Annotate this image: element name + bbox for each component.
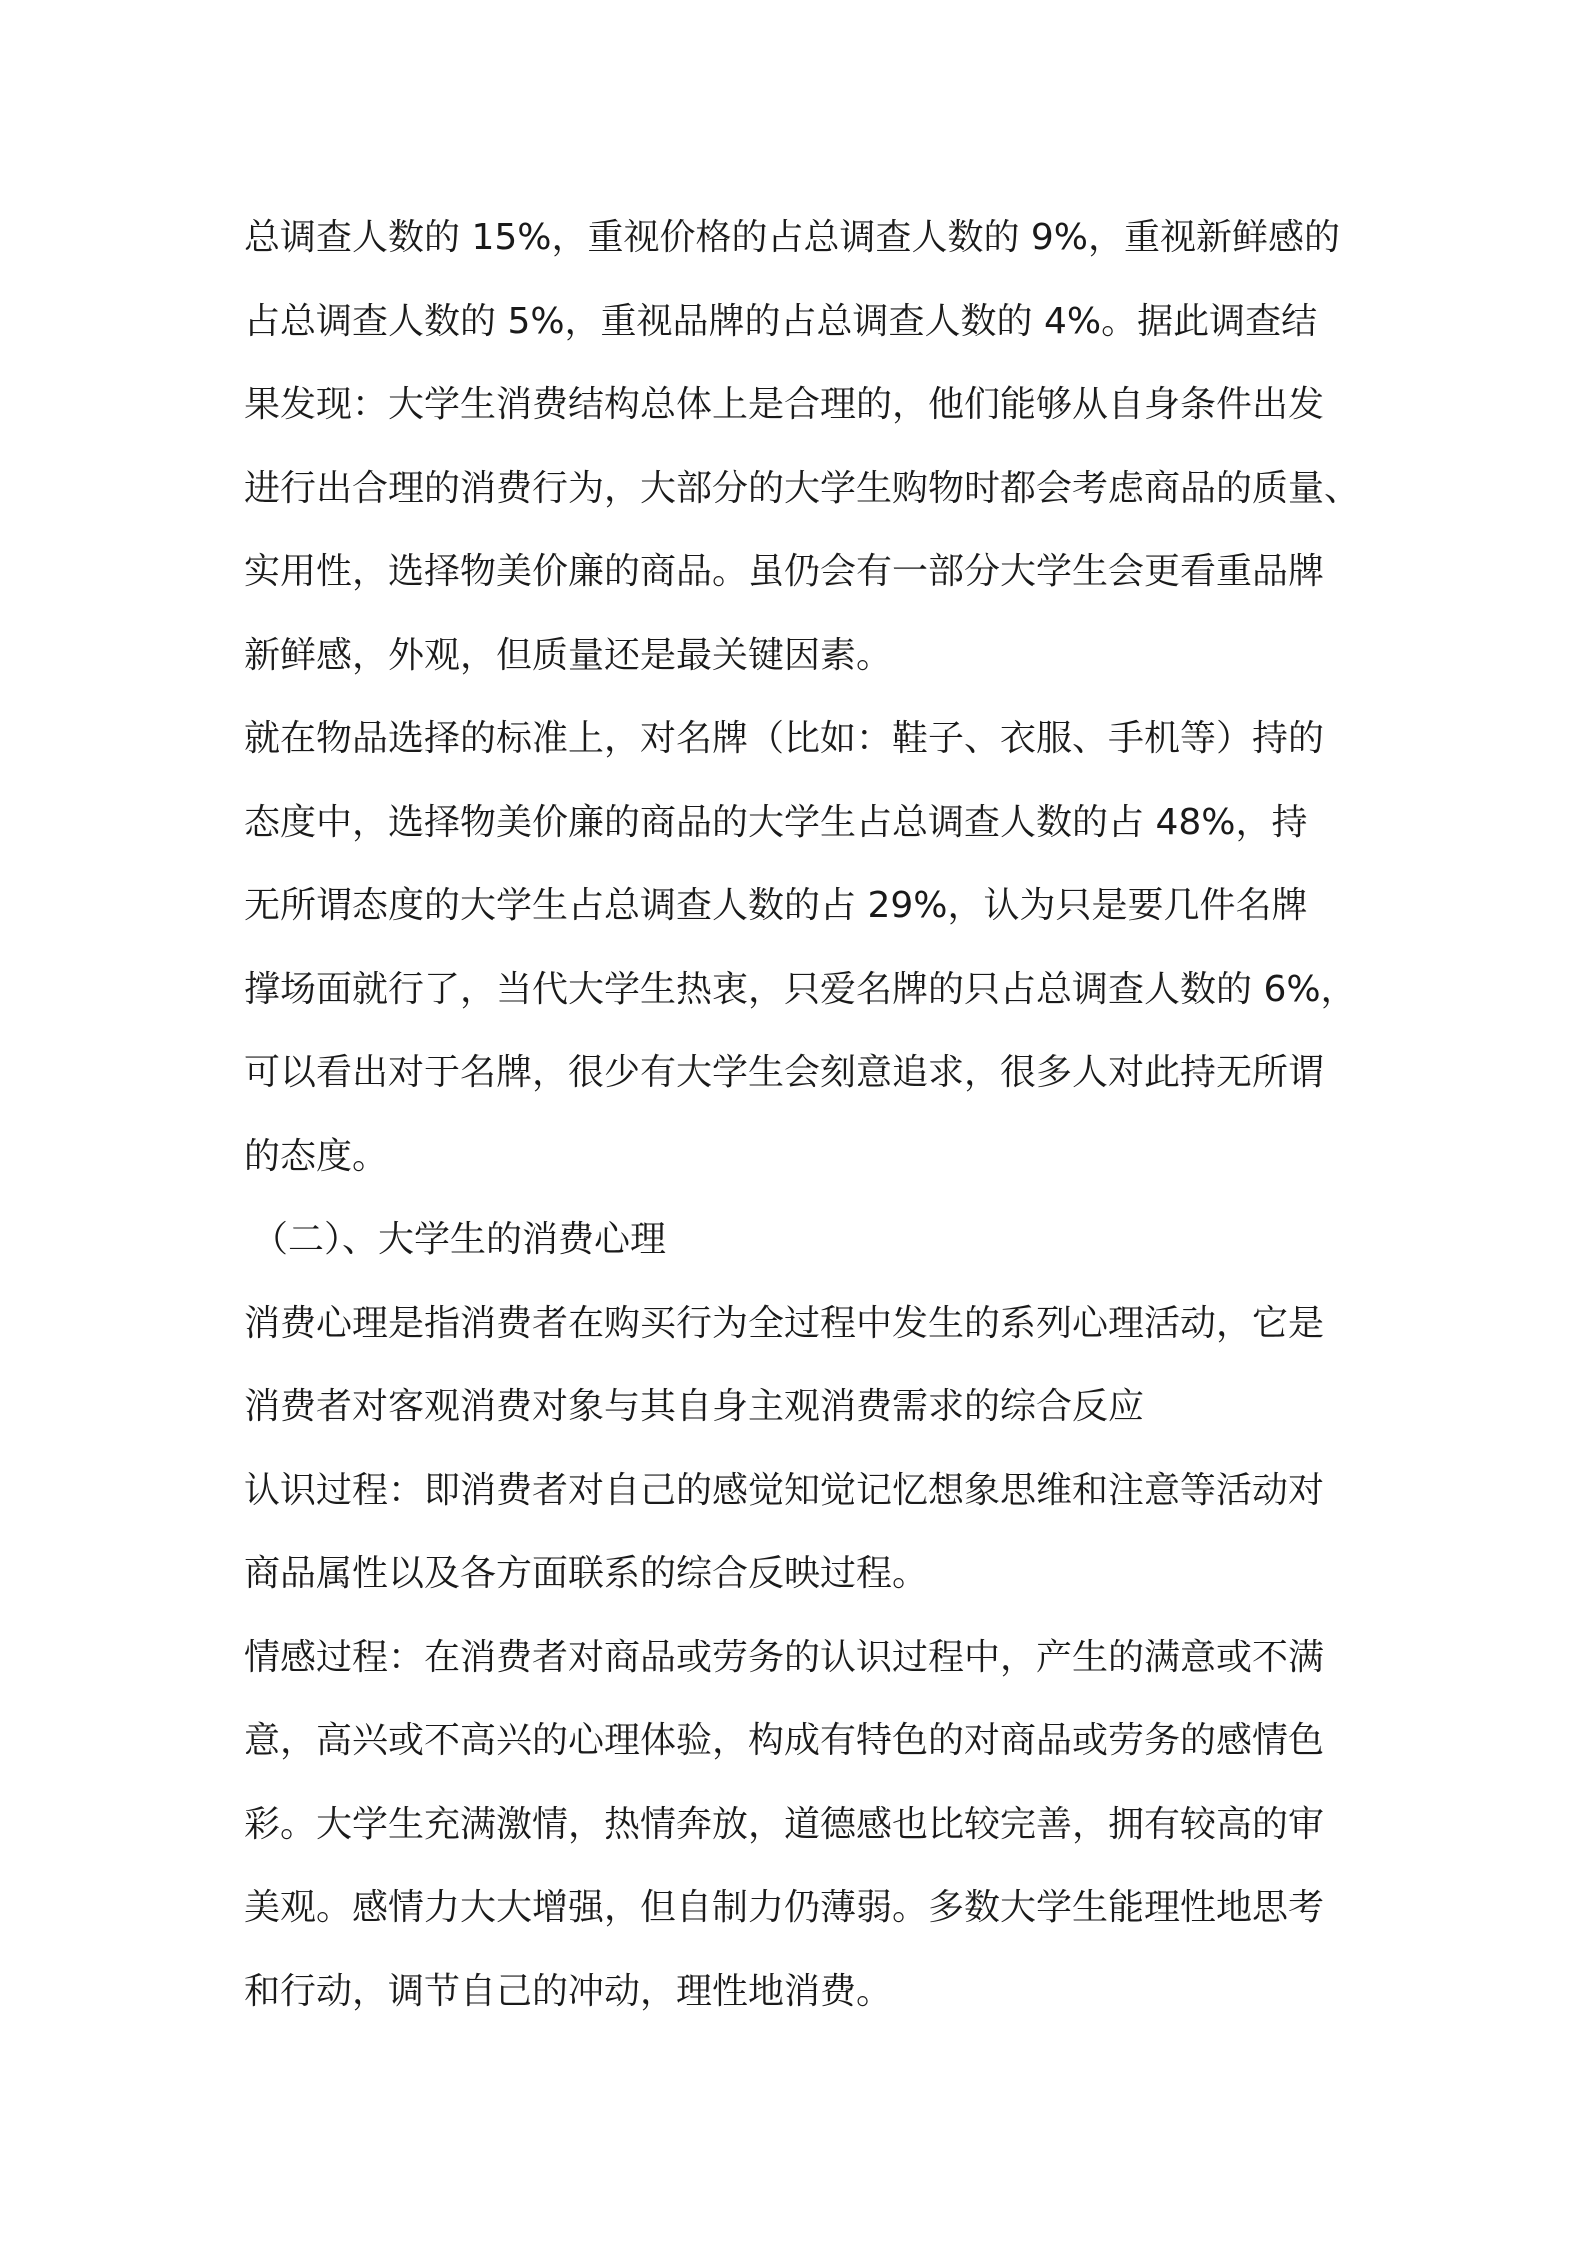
text-line: 实用性，选择物美价廉的商品。虽仍会有一部分大学生会更看重品牌 bbox=[244, 551, 1325, 592]
text-line: 就在物品选择的标准上，对名牌（比如：鞋子、衣服、手机等）持的 bbox=[244, 718, 1325, 759]
text-line: 意，高兴或不高兴的心理体验，构成有特色的对商品或劳务的感情色 bbox=[244, 1720, 1325, 1761]
text-line: 可以看出对于名牌，很少有大学生会刻意追求，很多人对此持无所谓 bbox=[244, 1052, 1325, 1093]
text-line: 占总调查人数的 5%，重视品牌的占总调查人数的 4%。据此调查结 bbox=[244, 300, 1318, 342]
text-line: 无所谓态度的大学生占总调查人数的占 29%，认为只是要几件名牌 bbox=[244, 885, 1308, 926]
text-line: 态度中，选择物美价廉的商品的大学生占总调查人数的占 48%，持 bbox=[244, 801, 1308, 843]
text-line: 和行动，调节自己的冲动，理性地消费。 bbox=[244, 1970, 893, 2012]
text-line: 消费心理是指消费者在购买行为全过程中发生的系列心理活动，它是 bbox=[244, 1302, 1325, 1344]
text-line: 消费者对客观消费对象与其自身主观消费需求的综合反应 bbox=[244, 1386, 1145, 1427]
text-line: 总调查人数的 15%，重视价格的占总调查人数的 9%，重视新鲜感的 bbox=[244, 217, 1341, 258]
text-line: 美观。感情力大大增强，但自制力仍薄弱。多数大学生能理性地思考 bbox=[244, 1887, 1325, 1928]
text-line: 情感过程：在消费者对商品或劳务的认识过程中，产生的满意或不满 bbox=[244, 1636, 1325, 1678]
text-line: 果发现：大学生消费结构总体上是合理的，他们能够从自身条件出发 bbox=[244, 384, 1325, 425]
text-line: 进行出合理的消费行为，大部分的大学生购物时都会考虑商品的质量、 bbox=[244, 467, 1361, 509]
text-line: 撑场面就行了，当代大学生热衷，只爱名牌的只占总调查人数的 6%， bbox=[244, 968, 1357, 1010]
text-line: 认识过程：即消费者对自己的感觉知觉记忆想象思维和注意等活动对 bbox=[244, 1469, 1325, 1511]
document-body bbox=[244, 196, 1374, 2033]
text-line: 新鲜感，外观，但质量还是最关键因素。 bbox=[244, 634, 893, 676]
text-line: 的态度。 bbox=[244, 1135, 389, 1177]
section-heading: （二）、大学生的消费心理 bbox=[252, 1219, 667, 1260]
text-line: 彩。大学生充满激情，热情奔放，道德感也比较完善，拥有较高的审 bbox=[244, 1803, 1325, 1845]
text-line: 商品属性以及各方面联系的综合反映过程。 bbox=[244, 1553, 929, 1594]
